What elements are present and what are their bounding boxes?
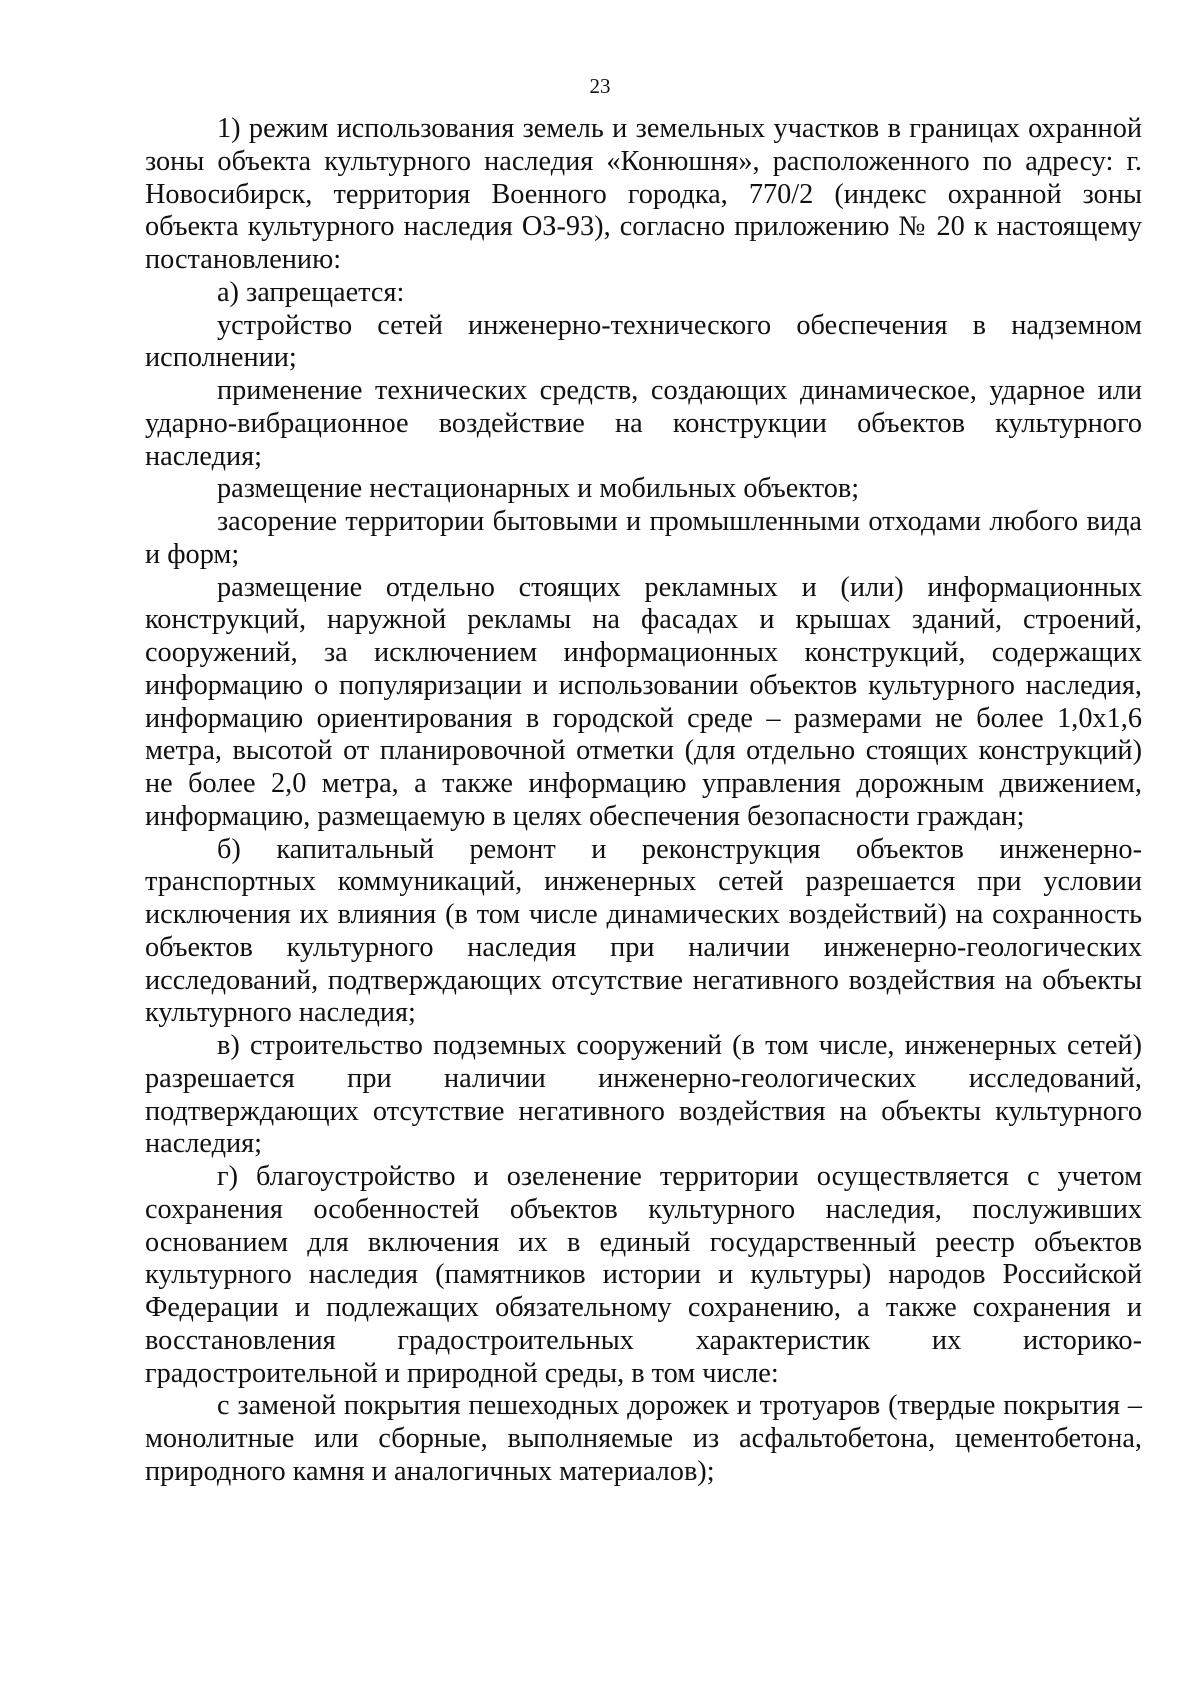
paragraph-prohibited-heading: а) запрещается: <box>217 276 405 308</box>
paragraph-prohibited-mobile-objects: размещение нестационарных и мобильных объектов; <box>217 473 860 505</box>
document-body <box>145 113 1142 1489</box>
paragraph-item-v-underground: в) строительство подземных сооружений (в том числе, инженерных сетей) разрешается при наличии инженерно-геологических исследований, подтверждающих отсутствие негативного воздействия на объекты культурного наследия; <box>145 1030 1142 1160</box>
paragraph-regime-intro: 1) режим использования земель и земельных участков в границах охранной зоны объекта культурного наследия «Конюшня», расположенного по адресу: г. Новосибирск, территория Военного городка, 770/2 (индекс охранной зоны объекта культурного наследия ОЗ-93), согласно приложению № 20 к настоящему постановлению: <box>145 113 1142 275</box>
paragraph-prohibited-advertising: размещение отдельно стоящих рекламных и (или) информационных конструкций, наружной рекламы на фасадах и крышах зданий, строений, сооружений, за исключением информационных конструкций, содержащих информацию о популяризации и использовании объектов культурного наследия, информацию ориентирования в городской среде – размерами не более 1,0х1,6 метра, высотой от планировочной отметки (для отдельно стоящих конструкций) не более 2,0 метра, а также информацию управления дорожным движением, информацию, размещаемую в целях обеспечения безопасности граждан; <box>145 571 1142 832</box>
paragraph-prohibited-technical-means: применение технических средств, создающих динамическое, ударное или ударно-вибрационное воздействие на конструкции объектов культурного наследия; <box>145 375 1142 472</box>
paragraph-pavement-replacement: с заменой покрытия пешеходных дорожек и тротуаров (твердые покрытия – монолитные или сборные, выполняемые из асфальтобетона, цементобетона, природного камня и аналогичных материалов); <box>145 1390 1142 1487</box>
paragraph-item-b-repair: б) капитальный ремонт и реконструкция объектов инженерно-транспортных коммуникаций, инженерных сетей разрешается при условии исключения их влияния (в том числе динамических воздействий) на сохранность объектов культурного наследия при наличии инженерно-геологических исследований, подтверждающих отсутствие негативного воздействия на объекты культурного наследия; <box>145 833 1142 1029</box>
paragraph-item-g-landscaping: г) благоустройство и озеленение территории осуществляется с учетом сохранения особенностей объектов культурного наследия, послуживших основанием для включения их в единый государственный реестр объектов культурного наследия (памятников истории и культуры) народов Российской Федерации и подлежащих обязательному сохранению, а также сохранения и восстановления градостроительных характеристик их историко-градостроительной и природной среды, в том числе: <box>145 1161 1142 1389</box>
paragraph-prohibited-littering: засорение территории бытовыми и промышленными отходами любого вида и форм; <box>145 506 1142 570</box>
page-number: 23 <box>589 74 611 98</box>
paragraph-prohibited-networks: устройство сетей инженерно-технического обеспечения в надземном исполнении; <box>145 309 1142 374</box>
